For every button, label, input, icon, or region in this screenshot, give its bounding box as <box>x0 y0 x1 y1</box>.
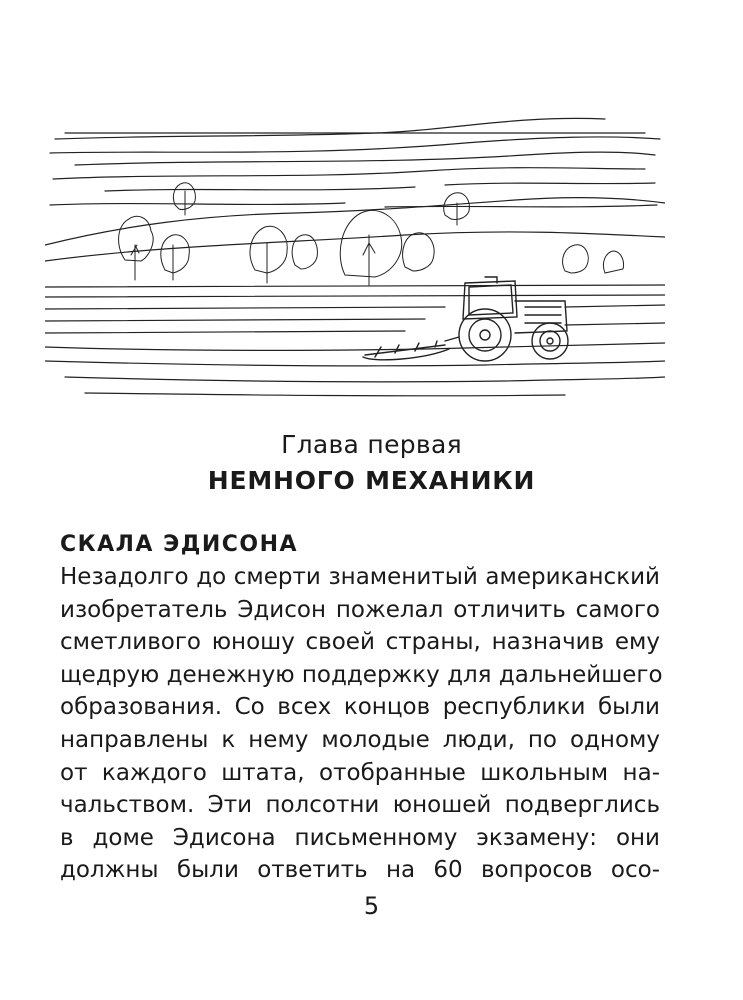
text-line: направлены к нему молодые люди, по одному <box>60 726 660 753</box>
tractor-field-illustration <box>45 95 665 405</box>
text-line: образования. Со всех концов республики были <box>60 694 660 721</box>
chapter-title: НЕМНОГО МЕХАНИКИ <box>207 466 536 495</box>
section-heading: СКАЛА ЭДИСОНА <box>60 532 299 557</box>
text-line: сметливого юношу своей страны, назначив ему <box>60 629 660 656</box>
text-line: изобретатель Эдисон пожелал отличить самого <box>60 596 660 623</box>
text-line: от каждого штата, отобранные школьным на- <box>60 759 660 786</box>
text-line: в доме Эдисона письменному экзамену: они <box>60 824 660 851</box>
body-text <box>60 561 663 887</box>
text-line: чальством. Эти полсотни юношей подверглись <box>60 792 660 819</box>
tractor-plowing-field-icon <box>45 95 665 405</box>
text-line: щедрую денежную поддержку для дальнейшего <box>60 661 663 688</box>
chapter-label: Глава первая <box>281 430 462 459</box>
page-number: 5 <box>363 892 380 920</box>
text-line: должны были ответить на 60 вопросов осо- <box>60 857 660 884</box>
text-line: Незадолго до смерти знаменитый американский <box>60 564 660 590</box>
